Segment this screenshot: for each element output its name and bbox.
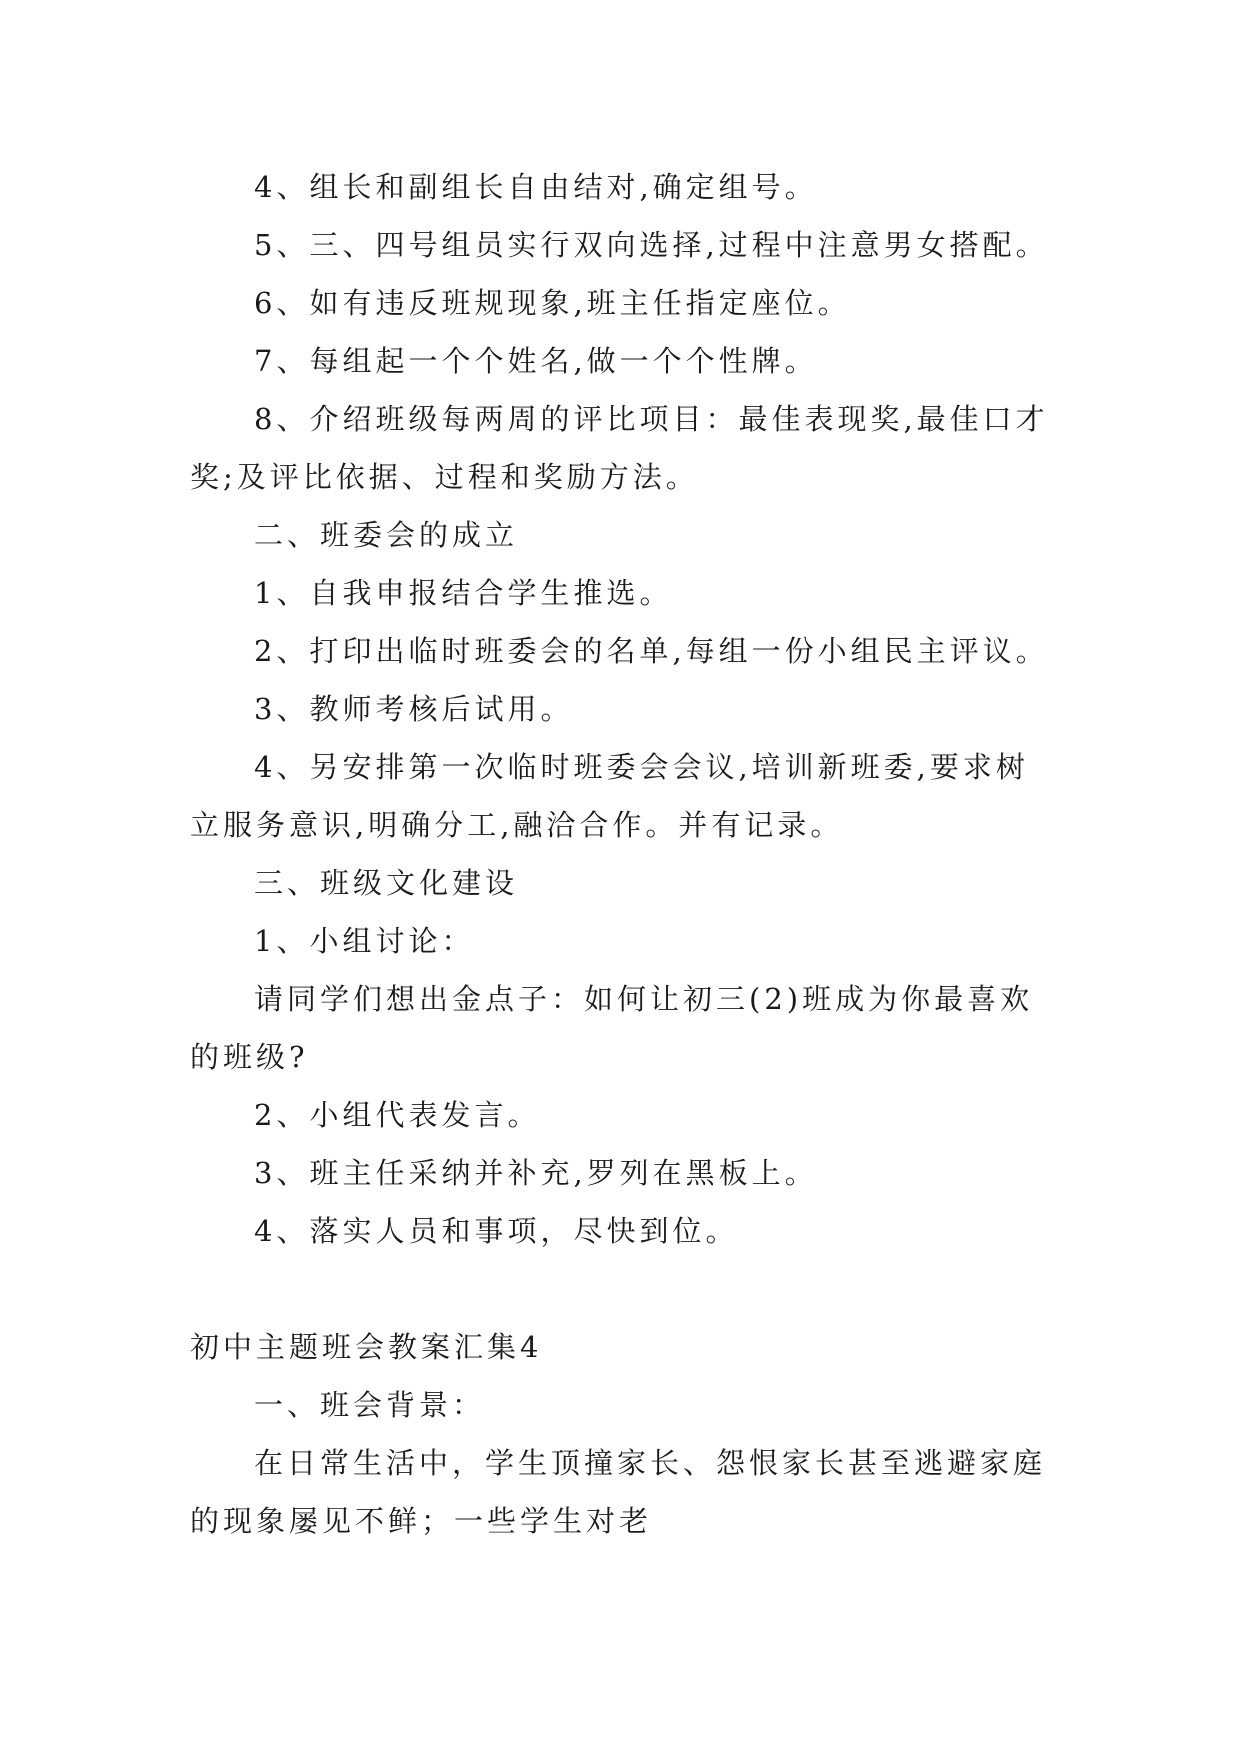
text-line: 4、落实人员和事项，尽快到位。	[254, 1214, 739, 1248]
text-line: 4、组长和副组长自由结对,确定组号。	[254, 170, 818, 204]
text-line: 请同学们想出金点子：如何让初三(2)班成为你最喜欢	[254, 982, 1034, 1016]
text-line: 4、另安排第一次临时班委会会议,培训新班委,要求树	[254, 750, 1029, 784]
text-line: 8、介绍班级每两周的评比项目：最佳表现奖,最佳口才	[254, 402, 1049, 436]
text-line: 立服务意识,明确分工,融洽合作。并有记录。	[190, 808, 844, 842]
text-line: 3、教师考核后试用。	[254, 692, 574, 726]
text-line: 初中主题班会教案汇集4	[190, 1330, 543, 1364]
text-line: 5、三、四号组员实行双向选择,过程中注意男女搭配。	[254, 228, 1049, 262]
text-line: 1、小组讨论：	[254, 924, 475, 958]
text-line: 2、打印出临时班委会的名单,每组一份小组民主评议。	[254, 634, 1049, 668]
text-line: 7、每组起一个个姓名,做一个个性牌。	[254, 344, 818, 378]
text-line: 在日常生活中，学生顶撞家长、怨恨家长甚至逃避家庭	[254, 1446, 1047, 1480]
document-body	[190, 158, 1060, 1550]
text-line: 2、小组代表发言。	[254, 1098, 541, 1132]
paragraph-gap	[190, 1260, 1060, 1318]
text-line: 的班级?	[190, 1040, 309, 1074]
text-line: 二、班委会的成立	[254, 518, 519, 552]
text-line: 三、班级文化建设	[254, 866, 519, 900]
text-line: 1、自我申报结合学生推选。	[254, 576, 673, 610]
text-line: 6、如有违反班规现象,班主任指定座位。	[254, 286, 851, 320]
text-line: 奖;及评比依据、过程和奖励方法。	[190, 460, 699, 494]
text-line: 的现象屡见不鲜；一些学生对老	[190, 1504, 653, 1538]
text-line: 3、班主任采纳并补充,罗列在黑板上。	[254, 1156, 818, 1190]
text-line: 一、班会背景：	[254, 1388, 486, 1422]
